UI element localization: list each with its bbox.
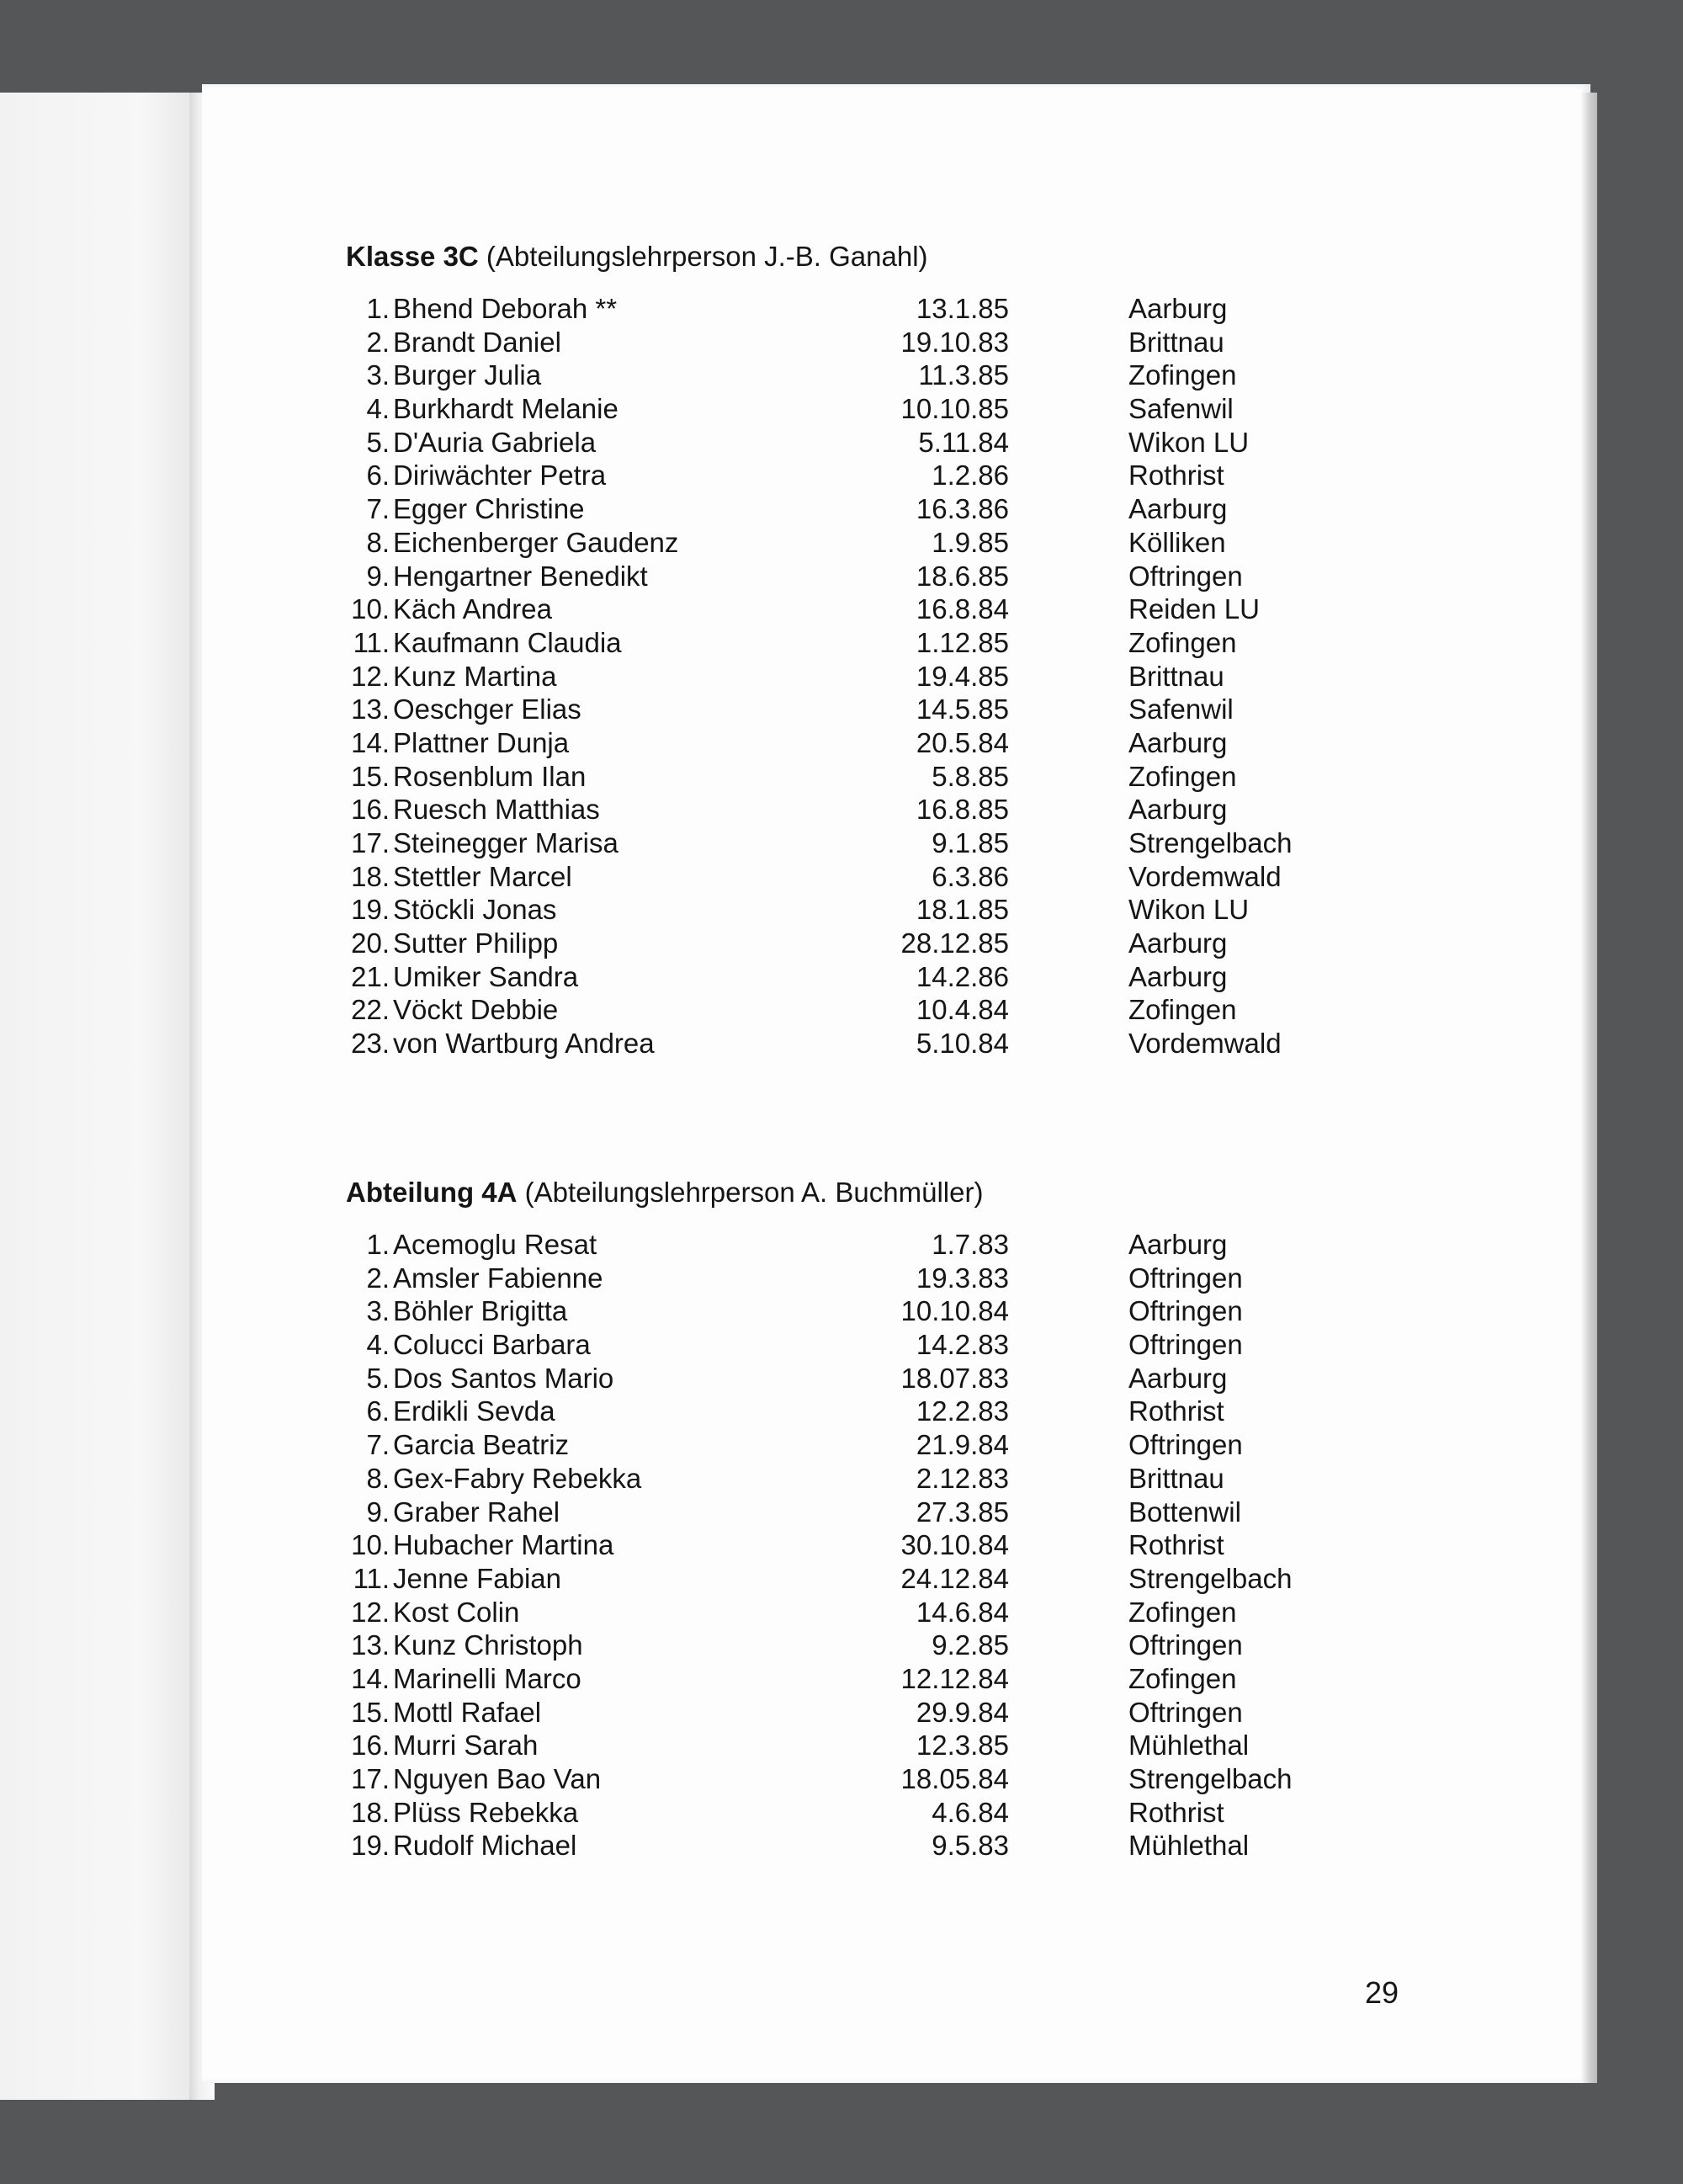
birth-date: 9.5.83 bbox=[932, 1830, 1009, 1862]
hometown: Oftringen bbox=[1128, 1295, 1243, 1327]
hometown: Bottenwil bbox=[1128, 1496, 1241, 1528]
row-number: 6. bbox=[366, 1395, 390, 1427]
row-number: 12. bbox=[351, 660, 390, 692]
student-rows bbox=[346, 1228, 1440, 1863]
page-edge bbox=[1582, 93, 1597, 2083]
birth-date: 29.9.84 bbox=[916, 1696, 1009, 1728]
student-row bbox=[346, 392, 1440, 426]
section-teacher: (Abteilungslehrperson A. Buchmüller) bbox=[517, 1177, 984, 1208]
student-name: Mottl Rafael bbox=[393, 1696, 542, 1728]
student-row bbox=[346, 693, 1440, 726]
student-name: Rosenblum Ilan bbox=[393, 760, 587, 792]
birth-date: 5.10.84 bbox=[916, 1028, 1009, 1060]
birth-date: 1.7.83 bbox=[932, 1229, 1009, 1260]
birth-date: 21.9.84 bbox=[916, 1429, 1009, 1461]
facing-page bbox=[0, 93, 202, 2100]
hometown: Aarburg bbox=[1128, 493, 1228, 525]
student-name: Sutter Philipp bbox=[393, 927, 559, 959]
hometown: Zofingen bbox=[1128, 994, 1237, 1026]
hometown: Oftringen bbox=[1128, 1329, 1243, 1361]
birth-date: 20.5.84 bbox=[916, 726, 1009, 758]
hometown: Zofingen bbox=[1128, 1662, 1237, 1694]
row-number: 15. bbox=[351, 1696, 390, 1728]
row-number: 20. bbox=[351, 927, 390, 959]
student-name: Erdikli Sevda bbox=[393, 1395, 555, 1427]
student-name: Stettler Marcel bbox=[393, 860, 572, 892]
student-rows bbox=[346, 292, 1440, 1060]
student-row bbox=[346, 1762, 1440, 1796]
section-teacher: (Abteilungslehrperson J.-B. Ganahl) bbox=[478, 241, 928, 272]
student-name: Plüss Rebekka bbox=[393, 1796, 579, 1828]
birth-date: 19.10.83 bbox=[900, 326, 1009, 358]
student-row bbox=[346, 426, 1440, 460]
section-heading bbox=[346, 240, 1440, 274]
hometown: Aarburg bbox=[1128, 726, 1228, 758]
student-row bbox=[346, 492, 1440, 526]
hometown: Zofingen bbox=[1128, 1596, 1237, 1628]
student-name: Kunz Martina bbox=[393, 660, 557, 692]
row-number: 21. bbox=[351, 960, 390, 992]
birth-date: 27.3.85 bbox=[916, 1496, 1009, 1528]
hometown: Oftringen bbox=[1128, 1696, 1243, 1728]
birth-date: 6.3.86 bbox=[932, 860, 1009, 892]
hometown: Mühlethal bbox=[1128, 1730, 1250, 1762]
hometown: Mühlethal bbox=[1128, 1830, 1250, 1862]
birth-date: 19.4.85 bbox=[916, 660, 1009, 692]
student-name: Plattner Dunja bbox=[393, 726, 570, 758]
hometown: Oftringen bbox=[1128, 1429, 1243, 1461]
birth-date: 28.12.85 bbox=[900, 927, 1009, 959]
row-number: 4. bbox=[366, 393, 390, 425]
birth-date: 12.2.83 bbox=[916, 1395, 1009, 1427]
student-name: Graber Rahel bbox=[393, 1496, 560, 1528]
birth-date: 18.05.84 bbox=[900, 1763, 1009, 1794]
row-number: 17. bbox=[351, 827, 390, 858]
hometown: Brittnau bbox=[1128, 660, 1224, 692]
student-row bbox=[346, 826, 1440, 860]
row-number: 11. bbox=[353, 626, 390, 658]
section-title: Abteilung 4A bbox=[346, 1177, 518, 1208]
student-row bbox=[346, 592, 1440, 626]
student-name: Kost Colin bbox=[393, 1596, 520, 1628]
row-number: 5. bbox=[366, 426, 390, 458]
row-number: 9. bbox=[366, 1496, 390, 1528]
student-name: Kaufmann Claudia bbox=[393, 626, 622, 658]
student-row bbox=[346, 1328, 1440, 1362]
student-name: D'Auria Gabriela bbox=[393, 426, 597, 458]
row-number: 10. bbox=[351, 593, 390, 625]
birth-date: 4.6.84 bbox=[932, 1796, 1009, 1828]
student-row bbox=[346, 1262, 1440, 1295]
birth-date: 12.12.84 bbox=[900, 1662, 1009, 1694]
row-number: 19. bbox=[351, 1830, 390, 1862]
hometown: Oftringen bbox=[1128, 1629, 1243, 1661]
section-heading bbox=[346, 1176, 1440, 1209]
row-number: 14. bbox=[351, 1662, 390, 1694]
row-number: 5. bbox=[366, 1362, 390, 1394]
birth-date: 14.5.85 bbox=[916, 693, 1009, 725]
row-number: 2. bbox=[366, 1262, 390, 1294]
student-row bbox=[346, 560, 1440, 593]
student-row bbox=[346, 1696, 1440, 1730]
row-number: 4. bbox=[366, 1329, 390, 1361]
hometown: Rothrist bbox=[1128, 1529, 1224, 1561]
hometown: Vordemwald bbox=[1128, 860, 1282, 892]
student-row bbox=[346, 927, 1440, 960]
class-list-3c bbox=[346, 240, 1440, 1060]
hometown: Brittnau bbox=[1128, 1462, 1224, 1494]
birth-date: 14.2.86 bbox=[916, 960, 1009, 992]
student-name: Jenne Fabian bbox=[393, 1562, 561, 1594]
birth-date: 10.10.84 bbox=[900, 1295, 1009, 1327]
student-name: Umiker Sandra bbox=[393, 960, 579, 992]
row-number: 6. bbox=[366, 460, 390, 492]
hometown: Kölliken bbox=[1128, 526, 1226, 558]
student-name: Acemoglu Resat bbox=[393, 1229, 597, 1260]
birth-date: 5.11.84 bbox=[918, 426, 1009, 458]
hometown: Strengelbach bbox=[1128, 1562, 1293, 1594]
student-row bbox=[346, 1395, 1440, 1428]
row-number: 11. bbox=[353, 1562, 390, 1594]
hometown: Zofingen bbox=[1128, 359, 1237, 391]
student-row bbox=[346, 960, 1440, 994]
row-number: 8. bbox=[366, 526, 390, 558]
row-number: 13. bbox=[351, 1629, 390, 1661]
row-number: 9. bbox=[366, 560, 390, 592]
student-name: Ruesch Matthias bbox=[393, 794, 600, 826]
hometown: Safenwil bbox=[1128, 693, 1234, 725]
hometown: Strengelbach bbox=[1128, 1763, 1293, 1794]
birth-date: 9.1.85 bbox=[932, 827, 1009, 858]
hometown: Brittnau bbox=[1128, 326, 1224, 358]
row-number: 16. bbox=[351, 1730, 390, 1762]
student-row bbox=[346, 359, 1440, 392]
student-row bbox=[346, 1796, 1440, 1830]
row-number: 3. bbox=[366, 359, 390, 391]
student-name: Amsler Fabienne bbox=[393, 1262, 603, 1294]
student-name: Hubacher Martina bbox=[393, 1529, 614, 1561]
student-name: Bhend Deborah ** bbox=[393, 293, 618, 324]
student-name: Kunz Christoph bbox=[393, 1629, 583, 1661]
student-row bbox=[346, 860, 1440, 894]
row-number: 18. bbox=[351, 860, 390, 892]
student-name: Colucci Barbara bbox=[393, 1329, 591, 1361]
birth-date: 12.3.85 bbox=[916, 1730, 1009, 1762]
student-row bbox=[346, 1362, 1440, 1395]
student-name: Eichenberger Gaudenz bbox=[393, 526, 679, 558]
birth-date: 10.4.84 bbox=[916, 994, 1009, 1026]
row-number: 3. bbox=[366, 1295, 390, 1327]
student-name: Oeschger Elias bbox=[393, 693, 581, 725]
birth-date: 5.8.85 bbox=[932, 760, 1009, 792]
student-name: Böhler Brigitta bbox=[393, 1295, 568, 1327]
student-name: Diriwächter Petra bbox=[393, 460, 607, 492]
student-row bbox=[346, 1629, 1440, 1662]
student-name: Vöckt Debbie bbox=[393, 994, 559, 1026]
row-number: 18. bbox=[351, 1796, 390, 1828]
hometown: Zofingen bbox=[1128, 760, 1237, 792]
student-row bbox=[346, 292, 1440, 326]
student-row bbox=[346, 1027, 1440, 1060]
row-number: 1. bbox=[366, 293, 390, 324]
student-name: Gex-Fabry Rebekka bbox=[393, 1462, 642, 1494]
student-name: Marinelli Marco bbox=[393, 1662, 581, 1694]
student-row bbox=[346, 893, 1440, 927]
hometown: Reiden LU bbox=[1128, 593, 1260, 625]
student-row bbox=[346, 1562, 1440, 1596]
birth-date: 1.9.85 bbox=[932, 526, 1009, 558]
hometown: Wikon LU bbox=[1128, 894, 1250, 926]
hometown: Strengelbach bbox=[1128, 827, 1293, 858]
student-name: Egger Christine bbox=[393, 493, 585, 525]
row-number: 14. bbox=[351, 726, 390, 758]
row-number: 22. bbox=[351, 994, 390, 1026]
hometown: Aarburg bbox=[1128, 1229, 1228, 1260]
student-name: Dos Santos Mario bbox=[393, 1362, 614, 1394]
birth-date: 18.07.83 bbox=[900, 1362, 1009, 1394]
hometown: Oftringen bbox=[1128, 1262, 1243, 1294]
hometown: Zofingen bbox=[1128, 626, 1237, 658]
student-row bbox=[346, 1294, 1440, 1328]
student-row bbox=[346, 993, 1440, 1027]
row-number: 17. bbox=[351, 1763, 390, 1794]
hometown: Wikon LU bbox=[1128, 426, 1250, 458]
student-name: Stöckli Jonas bbox=[393, 894, 557, 926]
hometown: Rothrist bbox=[1128, 1796, 1224, 1828]
student-row bbox=[346, 660, 1440, 693]
birth-date: 10.10.85 bbox=[900, 393, 1009, 425]
page-number: 29 bbox=[1365, 1975, 1399, 2010]
row-number: 7. bbox=[366, 493, 390, 525]
student-row bbox=[346, 1496, 1440, 1529]
row-number: 19. bbox=[351, 894, 390, 926]
birth-date: 19.3.83 bbox=[916, 1262, 1009, 1294]
birth-date: 9.2.85 bbox=[932, 1629, 1009, 1661]
row-number: 7. bbox=[366, 1429, 390, 1461]
student-name: Burkhardt Melanie bbox=[393, 393, 619, 425]
student-row bbox=[346, 760, 1440, 794]
hometown: Rothrist bbox=[1128, 460, 1224, 492]
birth-date: 14.6.84 bbox=[916, 1596, 1009, 1628]
row-number: 23. bbox=[351, 1028, 390, 1060]
birth-date: 14.2.83 bbox=[916, 1329, 1009, 1361]
birth-date: 11.3.85 bbox=[918, 359, 1009, 391]
student-name: Garcia Beatriz bbox=[393, 1429, 570, 1461]
row-number: 12. bbox=[351, 1596, 390, 1628]
row-number: 16. bbox=[351, 794, 390, 826]
birth-date: 18.1.85 bbox=[916, 894, 1009, 926]
birth-date: 24.12.84 bbox=[900, 1562, 1009, 1594]
hometown: Aarburg bbox=[1128, 1362, 1228, 1394]
row-number: 2. bbox=[366, 326, 390, 358]
birth-date: 16.3.86 bbox=[916, 493, 1009, 525]
student-name: Käch Andrea bbox=[393, 593, 552, 625]
hometown: Safenwil bbox=[1128, 393, 1234, 425]
student-name: von Wartburg Andrea bbox=[393, 1028, 655, 1060]
student-name: Rudolf Michael bbox=[393, 1830, 577, 1862]
student-row bbox=[346, 1462, 1440, 1496]
student-name: Hengartner Benedikt bbox=[393, 560, 648, 592]
birth-date: 13.1.85 bbox=[916, 293, 1009, 324]
student-name: Murri Sarah bbox=[393, 1730, 539, 1762]
student-row bbox=[346, 1596, 1440, 1629]
birth-date: 30.10.84 bbox=[900, 1529, 1009, 1561]
row-number: 15. bbox=[351, 760, 390, 792]
student-row bbox=[346, 1428, 1440, 1462]
row-number: 13. bbox=[351, 693, 390, 725]
birth-date: 16.8.84 bbox=[916, 593, 1009, 625]
student-row bbox=[346, 1729, 1440, 1762]
student-name: Nguyen Bao Van bbox=[393, 1763, 602, 1794]
section-title: Klasse 3C bbox=[346, 241, 479, 272]
student-name: Burger Julia bbox=[393, 359, 542, 391]
hometown: Vordemwald bbox=[1128, 1028, 1282, 1060]
student-row bbox=[346, 459, 1440, 492]
hometown: Aarburg bbox=[1128, 794, 1228, 826]
row-number: 8. bbox=[366, 1462, 390, 1494]
student-row bbox=[346, 326, 1440, 359]
student-row bbox=[346, 626, 1440, 660]
row-number: 1. bbox=[366, 1229, 390, 1260]
hometown: Aarburg bbox=[1128, 293, 1228, 324]
hometown: Aarburg bbox=[1128, 960, 1228, 992]
student-row bbox=[346, 1662, 1440, 1696]
student-row bbox=[346, 526, 1440, 560]
class-list-4a bbox=[346, 1176, 1440, 1863]
birth-date: 16.8.85 bbox=[916, 794, 1009, 826]
student-row bbox=[346, 793, 1440, 826]
birth-date: 1.12.85 bbox=[916, 626, 1009, 658]
student-row bbox=[346, 1528, 1440, 1562]
student-row bbox=[346, 1228, 1440, 1262]
birth-date: 18.6.85 bbox=[916, 560, 1009, 592]
student-row bbox=[346, 726, 1440, 760]
student-name: Steinegger Marisa bbox=[393, 827, 619, 858]
student-name: Brandt Daniel bbox=[393, 326, 561, 358]
student-row bbox=[346, 1829, 1440, 1863]
hometown: Rothrist bbox=[1128, 1395, 1224, 1427]
birth-date: 1.2.86 bbox=[932, 460, 1009, 492]
birth-date: 2.12.83 bbox=[916, 1462, 1009, 1494]
row-number: 10. bbox=[351, 1529, 390, 1561]
hometown: Aarburg bbox=[1128, 927, 1228, 959]
hometown: Oftringen bbox=[1128, 560, 1243, 592]
